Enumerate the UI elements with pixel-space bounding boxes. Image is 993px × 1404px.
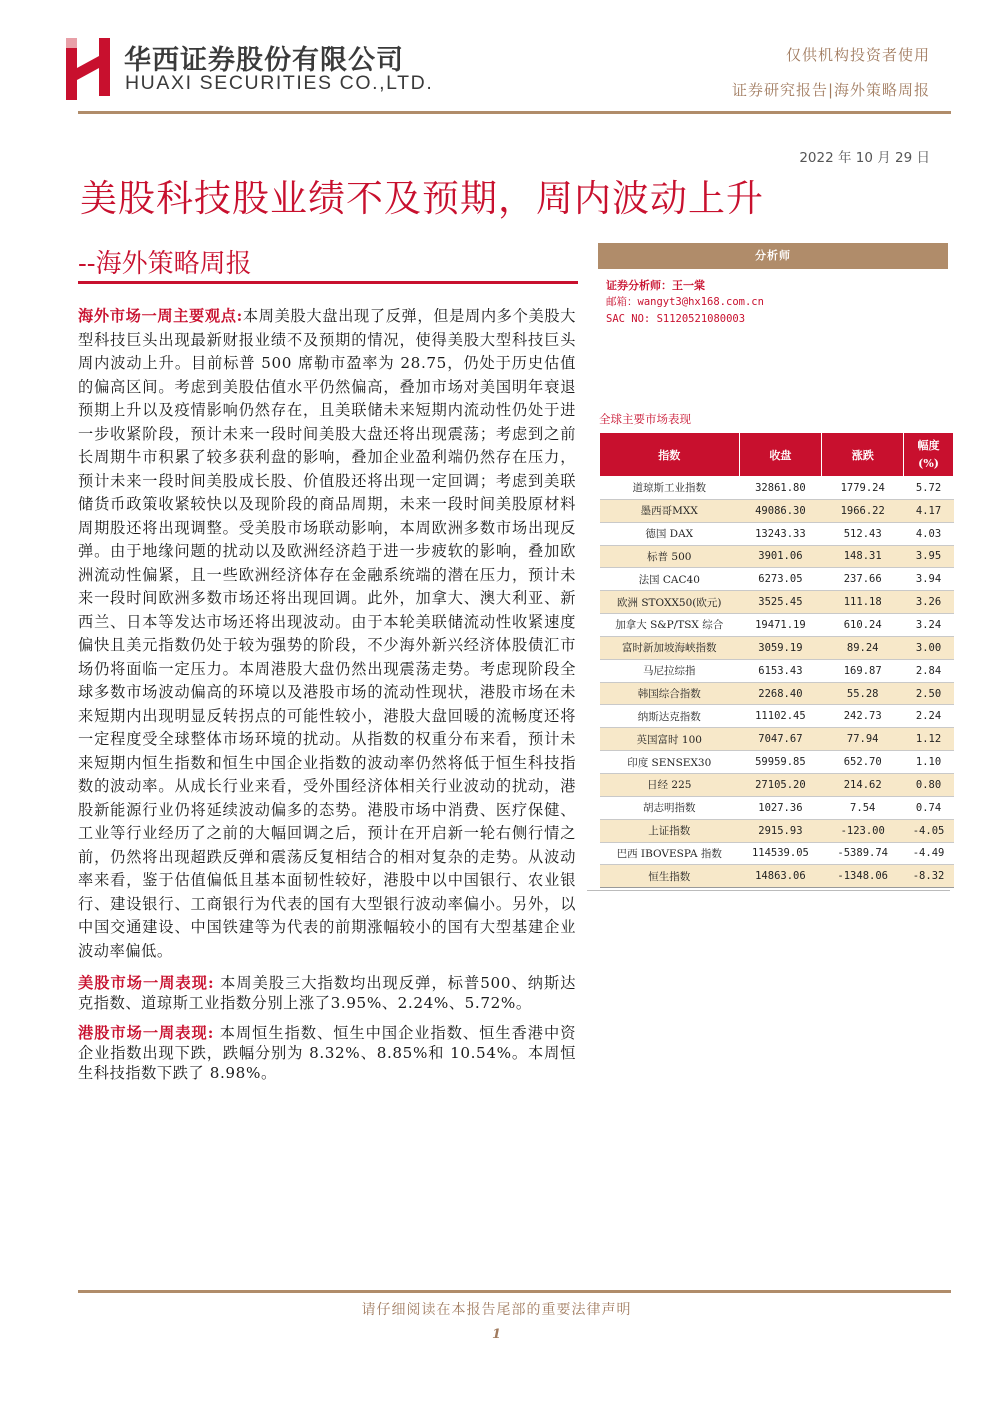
- row-close: 32861.80: [739, 477, 822, 500]
- company-name-en: HUAXI SECURITIES CO.,LTD.: [125, 72, 434, 94]
- report-body: [78, 305, 576, 1093]
- row-pct: -4.49: [904, 842, 954, 865]
- col-change: 涨跌: [822, 433, 904, 477]
- page-number: 1: [491, 1327, 502, 1342]
- row-pct: 3.26: [904, 591, 954, 614]
- report-subtitle: --海外策略周报: [78, 249, 252, 279]
- row-index-name: 巴西 IBOVESPA 指数: [600, 842, 740, 865]
- row-pct: 3.95: [904, 545, 954, 568]
- us-market-paragraph: [78, 973, 576, 1013]
- table-row: [600, 614, 954, 637]
- report-date: 2022 年 10 月 29 日: [799, 150, 930, 166]
- company-logo-icon: [66, 38, 110, 100]
- table-row: [600, 865, 954, 888]
- row-change: 512.43: [822, 522, 904, 545]
- analyst-panel: [598, 243, 948, 328]
- footer-divider: [78, 1290, 951, 1293]
- row-close: 59959.85: [739, 751, 822, 774]
- row-close: 13243.33: [739, 522, 822, 545]
- row-close: 3525.45: [739, 591, 822, 614]
- hk-market-lead: 港股市场一周表现:: [78, 1024, 214, 1042]
- row-pct: 0.80: [904, 773, 954, 796]
- table-row: [600, 682, 954, 705]
- row-pct: 4.03: [904, 522, 954, 545]
- overseas-view-paragraph: [78, 305, 576, 963]
- row-change: 1779.24: [822, 477, 904, 500]
- row-close: 114539.05: [739, 842, 822, 865]
- row-index-name: 上证指数: [600, 819, 740, 842]
- footer-disclaimer: 请仔细阅读在本报告尾部的重要法律声明: [361, 1302, 632, 1318]
- market-table: [599, 432, 954, 888]
- row-change: 652.70: [822, 751, 904, 774]
- analyst-heading: 分析师: [598, 243, 948, 269]
- row-change: 1966.22: [822, 499, 904, 522]
- table-row: [600, 728, 954, 751]
- market-table-title: 全球主要市场表现: [599, 412, 691, 426]
- row-close: 19471.19: [739, 614, 822, 637]
- table-row: [600, 751, 954, 774]
- row-index-name: 墨西哥MXX: [600, 499, 740, 522]
- analyst-email[interactable]: 邮箱：wangyt3@hx168.com.cn: [606, 296, 764, 308]
- row-index-name: 欧洲 STOXX50(欧元): [600, 591, 740, 614]
- table-row: [600, 591, 954, 614]
- row-pct: 3.24: [904, 614, 954, 637]
- row-close: 3059.19: [739, 636, 822, 659]
- row-pct: 2.24: [904, 705, 954, 728]
- table-row: [600, 545, 954, 568]
- table-row: [600, 773, 954, 796]
- audience-note: 仅供机构投资者使用: [785, 46, 930, 64]
- report-type: 证券研究报告|海外策略周报: [731, 81, 930, 99]
- row-change: 55.28: [822, 682, 904, 705]
- row-close: 7047.67: [739, 728, 822, 751]
- hk-market-text: 本周恒生指数、恒生中国企业指数、恒生香港中资企业指数出现下跌，跌幅分别为 8.32%、8.85%和 10.54%。本周恒生科技指数下跌了 8.98%。: [78, 1024, 576, 1082]
- row-index-name: 加拿大 S&P/TSX 综合: [600, 614, 740, 637]
- company-name-cn: 华西证券股份有限公司: [124, 45, 404, 76]
- row-change: 242.73: [822, 705, 904, 728]
- title-divider: [78, 281, 578, 284]
- analyst-sac: SAC NO: S1120521080003: [606, 313, 746, 325]
- table-row: [600, 477, 954, 500]
- row-change: 169.87: [822, 659, 904, 682]
- row-index-name: 恒生指数: [600, 865, 740, 888]
- row-pct: 4.17: [904, 499, 954, 522]
- row-change: 77.94: [822, 728, 904, 751]
- row-change: 89.24: [822, 636, 904, 659]
- row-pct: 5.72: [904, 477, 954, 500]
- row-close: 2915.93: [739, 819, 822, 842]
- row-close: 49086.30: [739, 499, 822, 522]
- row-change: -1348.06: [822, 865, 904, 888]
- row-close: 1027.36: [739, 796, 822, 819]
- row-index-name: 标普 500: [600, 545, 740, 568]
- row-close: 27105.20: [739, 773, 822, 796]
- us-market-text: 本周美股三大指数均出现反弹，标普500、纳斯达克指数、道琼斯工业指数分别上涨了3.95%、2.24%、5.72%。: [78, 974, 577, 1012]
- col-index: 指数: [600, 433, 740, 477]
- row-pct: 2.50: [904, 682, 954, 705]
- row-index-name: 马尼拉综指: [600, 659, 740, 682]
- row-pct: -8.32: [904, 865, 954, 888]
- col-pct: [904, 433, 954, 477]
- row-index-name: 日经 225: [600, 773, 740, 796]
- table-row: [600, 796, 954, 819]
- row-pct: 1.10: [904, 751, 954, 774]
- row-change: 148.31: [822, 545, 904, 568]
- row-close: 3901.06: [739, 545, 822, 568]
- row-index-name: 道琼斯工业指数: [600, 477, 740, 500]
- market-table-header: [600, 433, 954, 477]
- row-change: 214.62: [822, 773, 904, 796]
- table-row: [600, 499, 954, 522]
- row-close: 6273.05: [739, 568, 822, 591]
- row-pct: -4.05: [904, 819, 954, 842]
- hk-market-paragraph: [78, 1023, 576, 1083]
- report-title: 美股科技股业绩不及预期，周内波动上升: [80, 177, 764, 220]
- row-index-name: 英国富时 100: [600, 728, 740, 751]
- overseas-view-text: 本周美股大盘出现了反弹，但是周内多个美股大型科技巨头出现最新财报业绩不及预期的情况，使得美股大型科技巨头周内波动上升。目前标普 500 席勒市盈率为 28.75，仍处于历史估值的偏高区间。考虑到美股估值水平仍然偏高，叠加市场对美国明年衰退预期上升以及疫情影响仍然存在，且美联储未来短期内流动性仍处于进一步收紧阶段，预计未来一段时间美股大盘还将出现震荡；考虑到之前长周期牛市积累了较多获利盘的影响，叠加企业盈利端仍然存在压力，预计未来一段时间美股成长股、价值股还将出现一定回调；考虑到美联储货币政策收紧较快以及现阶段的商品周期，未来一段时间美股原材料周期股还将出现调整。受美股市场联动影响，本周欧洲多数市场出现反弹。由于地缘问题的扰动以及欧洲经济趋于进一步疲软的影响，叠加欧洲流动性偏紧，且一些欧洲经济体存在金融系统端的潜在压力，预计未来一段时间欧洲多数市场还将出现回调。此外，加拿大、澳大利亚、新西兰、日本等发达市场还将出现波动。由于本轮美联储流动性收紧速度偏快且美元指数仍处于较为强势的阶段，不少海外新兴经济体股债汇市场仍将面临一定压力。本周港股大盘仍然出现震荡走势。考虑现阶段全球多数市场波动偏高的环境以及港股市场的流动性现状，港股市场在未来短期内出现明显反转拐点的可能性较小，港股大盘回暖的流畅度还将一定程度受全球整体市场环境的扰动。从指数的权重分布来看，预计未来短期内恒生指数和恒生中国企业指数的波动率仍然将低于恒生科技指数的波动率。从成长行业来看，受外围经济体相关行业波动的扰动，港股新能源行业仍将延续波动偏多的态势。港股市场中消费、医疗保健、工业等行业经历了之前的大幅回调之后，预计在开启新一轮右侧行情之前，仍然将出现超跌反弹和震荡反复相结合的相对复杂的走势。从波动率来看，鉴于估值偏低且基本面韧性较好，港股中以中国银行、农业银行、建设银行、工商银行为代表的国有大型银行波动率偏小。另外，以中国交通建设、中国铁建等为代表的前期涨幅较小的国有大型基建企业波动率偏低。: [78, 307, 576, 960]
- table-row: [600, 819, 954, 842]
- col-close: 收盘: [739, 433, 822, 477]
- analyst-name: 证券分析师：王一棠: [606, 279, 705, 292]
- table-row: [600, 842, 954, 865]
- overseas-view-lead: 海外市场一周主要观点:: [78, 307, 243, 325]
- row-index-name: 富时新加坡海峡指数: [600, 636, 740, 659]
- table-row: [600, 659, 954, 682]
- row-change: 7.54: [822, 796, 904, 819]
- row-close: 11102.45: [739, 705, 822, 728]
- row-pct: 3.94: [904, 568, 954, 591]
- row-close: 14863.06: [739, 865, 822, 888]
- row-index-name: 法国 CAC40: [600, 568, 740, 591]
- col-pct-label: 幅度 (%): [917, 438, 940, 470]
- table-row: [600, 636, 954, 659]
- sidebar-divider: [587, 890, 950, 891]
- table-row: [600, 705, 954, 728]
- row-change: 237.66: [822, 568, 904, 591]
- row-close: 2268.40: [739, 682, 822, 705]
- row-index-name: 纳斯达克指数: [600, 705, 740, 728]
- row-change: 610.24: [822, 614, 904, 637]
- row-pct: 1.12: [904, 728, 954, 751]
- row-index-name: 韩国综合指数: [600, 682, 740, 705]
- row-index-name: 德国 DAX: [600, 522, 740, 545]
- row-change: 111.18: [822, 591, 904, 614]
- row-index-name: 胡志明指数: [600, 796, 740, 819]
- header-divider: [78, 111, 951, 114]
- row-close: 6153.43: [739, 659, 822, 682]
- us-market-lead: 美股市场一周表现:: [78, 974, 215, 992]
- row-pct: 2.84: [904, 659, 954, 682]
- row-change: -5389.74: [822, 842, 904, 865]
- table-row: [600, 568, 954, 591]
- row-index-name: 印度 SENSEX30: [600, 751, 740, 774]
- table-row: [600, 522, 954, 545]
- row-pct: 0.74: [904, 796, 954, 819]
- row-pct: 3.00: [904, 636, 954, 659]
- row-change: -123.00: [822, 819, 904, 842]
